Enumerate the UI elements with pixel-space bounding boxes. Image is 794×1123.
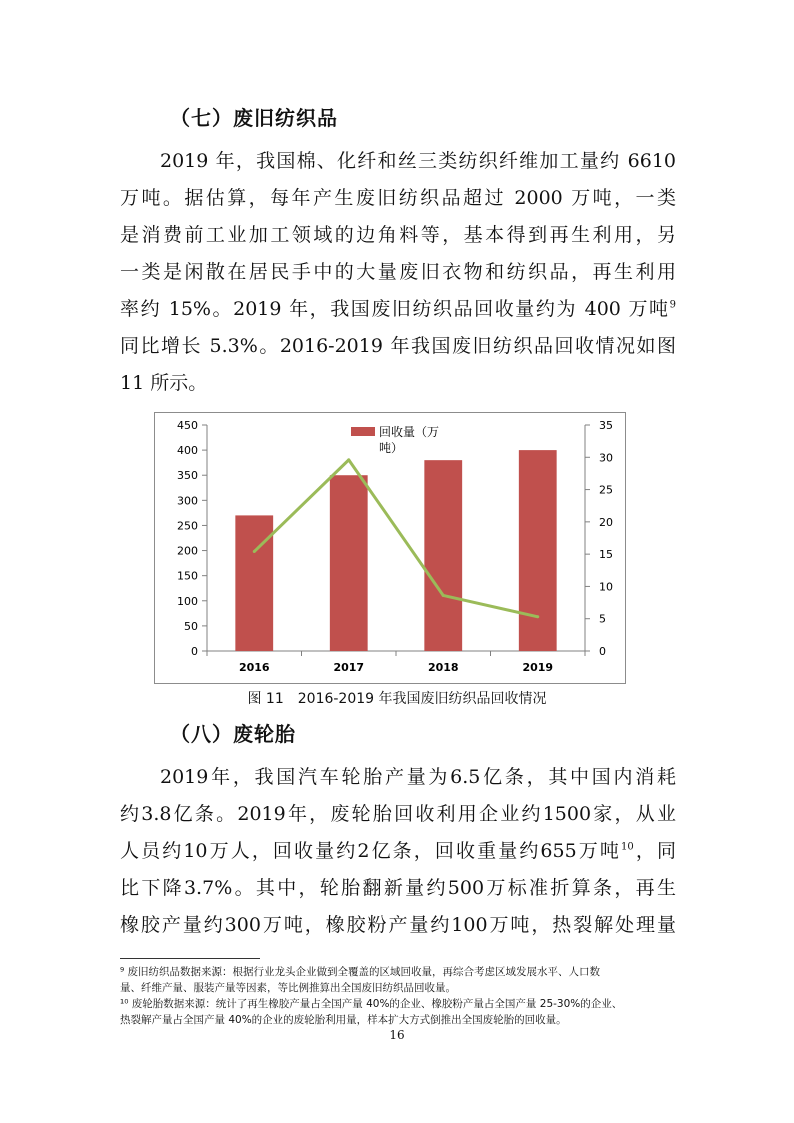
y-left-tick-label: 100 [177,594,198,608]
y-left-tick-label: 400 [177,444,198,458]
legend-label: 回收量（万 [379,425,440,439]
y-left-tick-label: 50 [184,619,198,633]
paragraph-text: ，同 [633,840,676,862]
y-left-tick-label: 0 [191,645,198,658]
page-number: 16 [389,1028,405,1042]
bar-2019 [519,450,557,651]
y-right-tick-label: 5 [599,612,606,626]
y-right-tick-label: 20 [599,515,613,529]
line-point-2016 [253,550,256,553]
section-heading-textiles: （七）废旧纺织品 [170,106,338,130]
paragraph-line: 一类是闲散在居民手中的大量废旧衣物和纺织品，再生利用 [120,261,676,283]
x-tick-label: 2017 [333,661,365,674]
y-right-tick-label: 35 [599,419,613,432]
y-right-tick-label: 25 [599,483,613,497]
paragraph-text: 率约 15%。2019 年，我国废旧纺织品回收量约为 400 万吨 [120,298,670,320]
footnote-9-line: ⁹ 废旧纺织品数据来源：根据行业龙头企业做到全覆盖的区域回收量，再综合考虑区域发展水平、人口数 [120,966,601,978]
line-point-2017 [347,458,350,461]
footnote-10-line: ¹⁰ 废轮胎数据来源：统计了再生橡胶产量占全国产量 40%的企业、橡胶粉产量占全国产量 25-30%的企业、 [120,998,623,1010]
section-heading-tires: （八）废轮胎 [170,722,296,746]
paragraph-line: 是消费前工业加工领域的边角料等，基本得到再生利用，另 [120,224,676,246]
paragraph-line: 2019 年，我国棉、化纤和丝三类纺织纤维加工量约 6610 [160,150,676,172]
x-tick-label: 2016 [238,661,270,674]
x-tick-label: 2019 [522,661,554,674]
x-tick-label: 2018 [427,661,459,674]
legend-label: 吨） [379,441,404,455]
paragraph-line: 橡胶产量约300万吨，橡胶粉产量约100万吨，热裂解处理量 [120,914,676,936]
line-point-2019 [536,615,539,618]
bar-2017 [330,475,368,651]
y-right-tick-label: 10 [599,580,613,594]
paragraph-line: 万吨。据估算，每年产生废旧纺织品超过 2000 万吨，一类 [120,187,676,209]
line-series [254,460,538,617]
y-left-tick-label: 450 [177,419,198,432]
paragraph-line: 11 所示。 [120,372,208,394]
footnote-9-line: 量、纤维产量、服装产量等因素，等比例推算出全国废旧纺织品回收量。 [120,982,456,994]
paragraph-text: 人员约10万人，回收量约2亿条，回收重量约655万吨 [120,840,622,862]
paragraph-line: 比下降3.7%。其中，轮胎翻新量约500万标准折算条，再生 [120,877,676,899]
y-right-tick-label: 0 [599,645,606,658]
paragraph-line [120,296,676,324]
figure-11-chart [154,412,626,684]
footnote-10-line: 热裂解产量占全国产量 40%的企业的废轮胎利用量，样本扩大方式倒推出全国废轮胎的回收量。 [120,1014,567,1026]
y-left-tick-label: 350 [177,469,198,483]
figure-caption: 图 11 2016-2019 年我国废旧纺织品回收情况 [247,691,547,707]
y-left-tick-label: 200 [177,544,198,558]
legend-swatch [351,427,375,436]
y-left-tick-label: 300 [177,494,198,508]
paragraph-line [120,838,676,866]
footnote-ref-10[interactable]: 10 [621,841,634,853]
y-right-tick-label: 30 [599,451,613,465]
y-left-tick-label: 150 [177,569,198,583]
footnote-ref-9[interactable]: 9 [669,299,676,311]
y-left-tick-label: 250 [177,519,198,533]
chart-canvas [155,413,625,683]
paragraph-line: 约3.8亿条。2019年，废轮胎回收利用企业约1500家，从业 [120,803,676,825]
paragraph-line: 2019年，我国汽车轮胎产量为6.5亿条，其中国内消耗 [160,766,676,788]
bar-2016 [235,515,273,651]
paragraph-line: 同比增长 5.3%。2016-2019 年我国废旧纺织品回收情况如图 [120,335,676,357]
line-point-2018 [442,594,445,597]
footnote-divider [120,958,260,959]
y-right-tick-label: 15 [599,548,613,562]
bar-2018 [424,460,462,651]
